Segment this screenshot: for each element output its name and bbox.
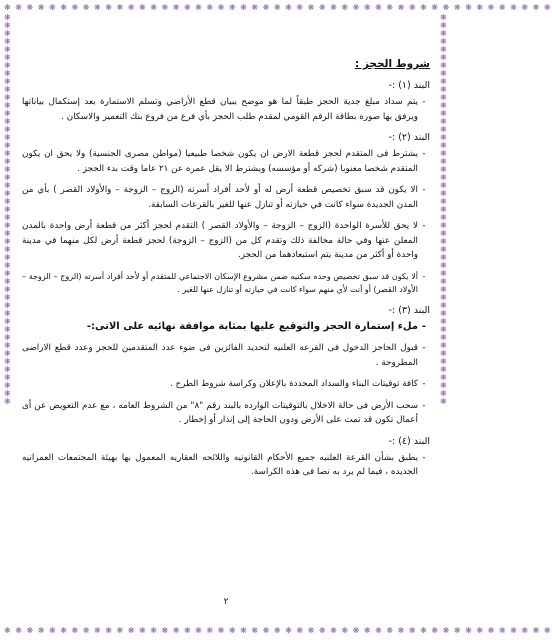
- bullet-icon: -: [422, 97, 426, 107]
- clause-2-item: - يشترط فى المتقدم لحجز قطعة الارض ان يكون شخصا طبيعيا (مواطن مصرى الجنسية) ولا يحق ان يكون المتقدم شخصا معنويا (شركه أو مؤسسه) ويشترط الا يقل عمره عن ٢١ عاما وقت بدء الحجز .: [22, 147, 430, 176]
- border-left: ❋ ❋ ❋ ❋ ❋ ❋ ❋ ❋ ❋ ❋ ❋ ❋ ❋ ❋ ❋ ❋ ❋ ❋ ❋ ❋ ❋ ❋ ❋ ❋ ❋ ❋ ❋ ❋ ❋ ❋ ❋ ❋ ❋ ❋ ❋ ❋ ❋ ❋ ❋ ❋ ❋ ❋ ❋ ❋ ❋ ❋ ❋ ❋ ❋: [4, 13, 12, 406]
- bullet-icon: -: [422, 400, 426, 411]
- clause-2-item: - لا يحق للأسرة الواحدة (الزوج – الزوجة – والأولاد القصر ) التقدم لحجز أكثر من قطعة أرض واحدة بالمدن المعلن عنها وفي حالة مخالفة ذلك وتقدم كل من (الزوج – الزوجة) لحجز قطعة أرض لكل منهما في مدينة واحدة أو أكثر من مدينة يتم استبعادهما من الحجز.: [22, 219, 430, 263]
- clause-1-heading: البند (١) :-: [388, 80, 430, 91]
- bullet-icon: -: [422, 185, 426, 195]
- border-bottom: ❋ ❋ ❋ ❋ ❋ ❋ ❋ ❋ ❋ ❋ ❋ ❋ ❋ ❋ ❋ ❋ ❋ ❋ ❋ ❋ ❋ ❋ ❋ ❋ ❋ ❋ ❋ ❋ ❋ ❋ ❋ ❋ ❋ ❋ ❋ ❋ ❋ ❋ ❋ ❋ ❋ ❋ ❋ ❋ ❋ ❋ ❋ ❋ ❋: [4, 626, 552, 635]
- clause-4-heading: البند (٤) :-: [388, 435, 430, 447]
- bullet-icon: -: [422, 271, 426, 281]
- clause-2-item: - الا يكون قد سبق تخصيص قطعة أرض له أو لأحد أفراد أسرته (الزوج – الزوجة – والأولاد القصر ) بأي من المدن الجديدة سواء كانت في حيازته أو تنازل عنها للغير بالقرعات السابقة.: [22, 183, 430, 212]
- bullet-icon: -: [421, 320, 427, 332]
- page-title: شروط الحجز :: [354, 58, 430, 70]
- bullet-icon: -: [422, 379, 426, 389]
- bullet-icon: -: [422, 452, 426, 463]
- bullet-icon: -: [422, 343, 426, 353]
- clause-3-intro: - ملء إستمارة الحجز والتوقيع عليها بمثابة موافقة نهائيه على الاتى:-: [22, 320, 430, 335]
- bullet-icon: -: [422, 221, 426, 231]
- clause-2-heading: البند (٢) :-: [388, 132, 430, 143]
- bullet-icon: -: [422, 149, 426, 159]
- border-top: ❋ ❋ ❋ ❋ ❋ ❋ ❋ ❋ ❋ ❋ ❋ ❋ ❋ ❋ ❋ ❋ ❋ ❋ ❋ ❋ ❋ ❋ ❋ ❋ ❋ ❋ ❋ ❋ ❋ ❋ ❋ ❋ ❋ ❋ ❋ ❋ ❋ ❋ ❋ ❋ ❋ ❋ ❋ ❋ ❋ ❋ ❋ ❋ ❋: [4, 3, 552, 12]
- clause-2-item: - ألا يكون قد سبق تخصيص وحده سكنيه ضمن مشروع الإسكان الاجتماعي للمتقدم أو لأحد أفراد أسرته (الزوج – الزوجة – الأولاد القصر) أو أنت لأي منهم سواء كانت في حيازته أو تنازل عنها للغير .: [22, 270, 430, 297]
- document-body: [22, 58, 430, 487]
- clause-3-item: - سحب الأرض فى حالة الاخلال بالتوقيتات الوارده بالبند رقم "٨" من الشروط العامه ، مع عدم التعويض عن أى أعمال تكون قد تمت على الأرض ودون الحاجة إلى إنذار أو إخطار .: [22, 399, 430, 428]
- clause-4-item: - يطبق بشأن القرعة العلنيه جميع الأحكام القانونيه واللائحه العقاريه المعمول بها بهيئة المجتمعات العمرانيه الجديده ، فيما لم يرد به نصا فى هذه الكراسة.: [22, 451, 430, 480]
- clause-3-item: - قبول الحاجز الدخول فى القرعه العلنيه لتحديد الفائزين فى ضوء عدد المتقدمين للحجز وعدد قطع الاراضى المطروحة .: [22, 341, 430, 370]
- clause-1-item: - يتم سداد مبلغ جدية الحجز طبقاً لما هو موضح ببيان قطع الأراضي وتسلم الاستمارة بعد إستكمال بياناتها ويرفق بها صوره بطاقة الرقم القومي لمقدم طلب الحجز بأي فرع من فروع بنك التعمير والاسكان .: [22, 95, 430, 124]
- clause-3-item: - كافة توقيتات البناء والسداد المحددة بالإعلان وكراسة شروط الطرح .: [22, 377, 430, 392]
- clause-3-heading: البند (٣) :-: [388, 304, 430, 316]
- border-right: ❋ ❋ ❋ ❋ ❋ ❋ ❋ ❋ ❋ ❋ ❋ ❋ ❋ ❋ ❋ ❋ ❋ ❋ ❋ ❋ ❋ ❋ ❋ ❋ ❋ ❋ ❋ ❋ ❋ ❋ ❋ ❋ ❋ ❋ ❋ ❋ ❋ ❋ ❋ ❋ ❋ ❋ ❋ ❋ ❋ ❋ ❋ ❋ ❋: [440, 13, 448, 406]
- page-number: ٢: [223, 597, 229, 607]
